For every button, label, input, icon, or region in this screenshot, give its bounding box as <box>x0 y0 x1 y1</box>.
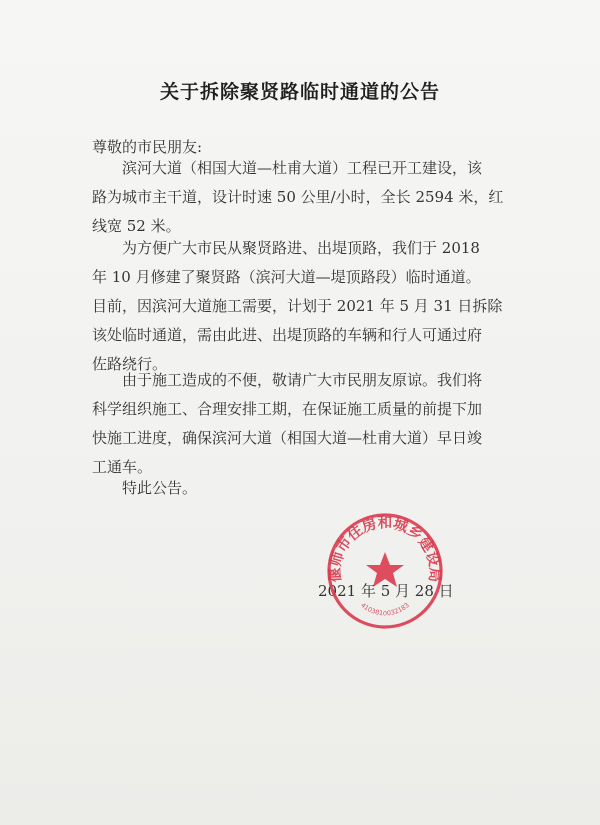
seal-text: 偃师市住房和城乡建设局 <box>327 515 443 583</box>
paragraph-line: 由于施工造成的不便，敬请广大市民朋友原谅。我们将 <box>122 371 483 389</box>
document-title: 关于拆除聚贤路临时通道的公告 <box>159 81 440 103</box>
seal-number: 4103810032183 <box>359 601 411 618</box>
seal-star-icon <box>366 552 404 587</box>
paragraph-line: 年 10 月修建了聚贤路（滨河大道—堤顶路段）临时通道。 <box>92 268 481 286</box>
paragraph-line: 线宽 52 米。 <box>92 217 181 235</box>
paragraph-line: 路为城市主干道，设计时速 50 公里/小时，全长 2594 米，红 <box>92 188 504 206</box>
official-seal-stamp <box>324 510 446 632</box>
paragraph-line: 该处临时通道，需由此进、出堤顶路的车辆和行人可通过府 <box>92 326 483 344</box>
greeting: 尊敬的市民朋友: <box>92 138 203 156</box>
issue-date: 2021 年 5 月 28 日 <box>318 582 454 600</box>
paragraph-2 <box>92 234 504 379</box>
paragraph-line: 目前，因滨河大道施工需要，计划于 2021 年 5 月 31 日拆除 <box>92 297 503 315</box>
paragraph-line: 滨河大道（相国大道—杜甫大道）工程已开工建设，该 <box>122 159 483 177</box>
paragraph-line: 佐路绕行。 <box>92 355 168 373</box>
paragraph-line: 为方便广大市民从聚贤路进、出堤顶路，我们于 2018 <box>122 239 480 257</box>
paragraph-line: 快施工进度，确保滨河大道（相国大道—杜甫大道）早日竣 <box>92 429 483 447</box>
closing-line: 特此公告。 <box>122 479 198 497</box>
paragraph-line: 科学组织施工、合理安排工期，在保证施工质量的前提下加 <box>92 400 483 418</box>
paragraph-3 <box>92 366 504 482</box>
paragraph-1 <box>92 154 504 241</box>
paragraph-line: 工通车。 <box>92 458 153 476</box>
paragraph-4 <box>92 474 504 503</box>
